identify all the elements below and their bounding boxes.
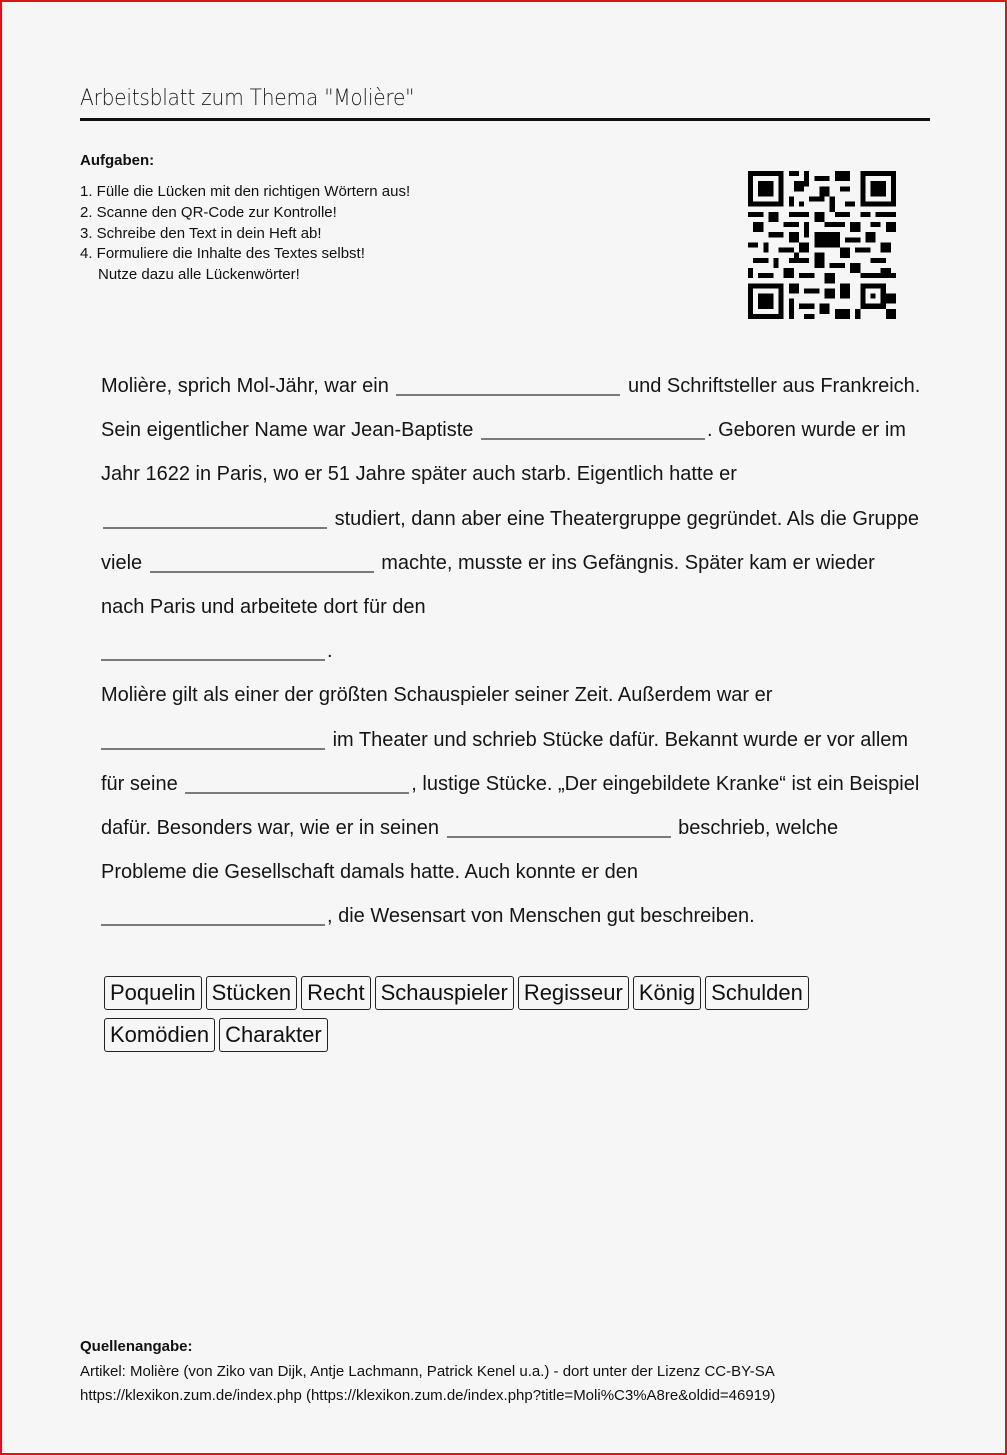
- qr-code-icon: [748, 170, 896, 320]
- text-segment: Molière gilt als einer der größten Schauspieler seiner Zeit. Außerdem war er: [101, 684, 773, 707]
- title-divider: [80, 118, 930, 121]
- task-item: 2. Scanne den QR-Code zur Kontrolle!: [80, 203, 337, 221]
- cloze-text: [101, 364, 921, 939]
- task-item: 3. Schreibe den Text in dein Heft ab!: [80, 224, 322, 242]
- task-item: 4. Formuliere die Inhalte des Textes selbst!: [80, 245, 365, 263]
- blank-field[interactable]: [150, 551, 374, 573]
- task-item: 1. Fülle die Lücken mit den richtigen Wörtern aus!: [80, 183, 411, 200]
- page-title: Arbeitsblatt zum Thema "Molière": [80, 86, 415, 111]
- text-segment: .: [327, 640, 333, 663]
- word-card[interactable]: Komödien: [104, 1018, 215, 1052]
- blank-field[interactable]: [447, 816, 671, 838]
- text-segment: Molière, sprich Mol-Jähr, war ein: [101, 375, 389, 397]
- word-card[interactable]: Schauspieler: [375, 976, 514, 1010]
- blank-field[interactable]: [101, 904, 325, 926]
- task-item-continuation: Nutze dazu alle Lückenwörter!: [98, 266, 300, 284]
- source-link[interactable]: https://klexikon.zum.de/index.php (https://klexikon.zum.de/index.php?title=Moli%C3%A8re&oldid=46919): [80, 1387, 776, 1404]
- blank-field[interactable]: [101, 728, 325, 750]
- source-heading: Quellenangabe:: [80, 1338, 193, 1355]
- task-list: [80, 182, 410, 286]
- text-segment: beschrieb, welche Probleme die Gesellschaft damals hatte. Auch konnte er den: [101, 817, 839, 884]
- blank-field[interactable]: [185, 772, 409, 794]
- word-card[interactable]: Stücken: [206, 976, 298, 1010]
- word-card[interactable]: Recht: [301, 976, 370, 1010]
- word-card[interactable]: Schulden: [705, 976, 809, 1010]
- word-card[interactable]: König: [633, 976, 701, 1010]
- source-line: Artikel: Molière (von Ziko van Dijk, Antje Lachmann, Patrick Kenel u.a.) - dort unter der Lizenz CC-BY-SA: [80, 1363, 775, 1380]
- text-segment: studiert, dann aber eine Theatergruppe gegründet. Als die Gruppe viele: [101, 507, 920, 574]
- blank-field[interactable]: [396, 374, 620, 396]
- text-segment: und Schriftsteller aus Frankreich. Sein eigentlicher Name war Jean-Baptiste: [101, 375, 921, 442]
- text-segment: , die Wesensart von Menschen gut beschreiben.: [327, 905, 755, 928]
- tasks-heading: Aufgaben:: [80, 152, 155, 169]
- text-segment: machte, musste er ins Gefängnis. Später kam er wieder nach Paris und arbeitete dort für den: [101, 551, 875, 619]
- blank-field[interactable]: [481, 418, 705, 440]
- text-segment: , lustige Stücke. „Der eingebildete Kranke“ ist ein Beispiel dafür. Besonders war, wie er in seinen: [101, 772, 920, 840]
- blank-field[interactable]: [101, 639, 325, 661]
- word-bank: [104, 976, 904, 1060]
- text-segment: im Theater und schrieb Stücke dafür. Bekannt wurde er vor allem für seine: [101, 728, 909, 795]
- word-card[interactable]: Charakter: [219, 1018, 328, 1052]
- word-card[interactable]: Regisseur: [518, 976, 629, 1010]
- source-citation: [80, 1360, 775, 1408]
- text-segment: . Geboren wurde er im Jahr 1622 in Paris, wo er 51 Jahre später auch starb. Eigentlich hatte er: [101, 419, 906, 486]
- blank-field[interactable]: [103, 507, 327, 529]
- word-card[interactable]: Poquelin: [104, 976, 202, 1010]
